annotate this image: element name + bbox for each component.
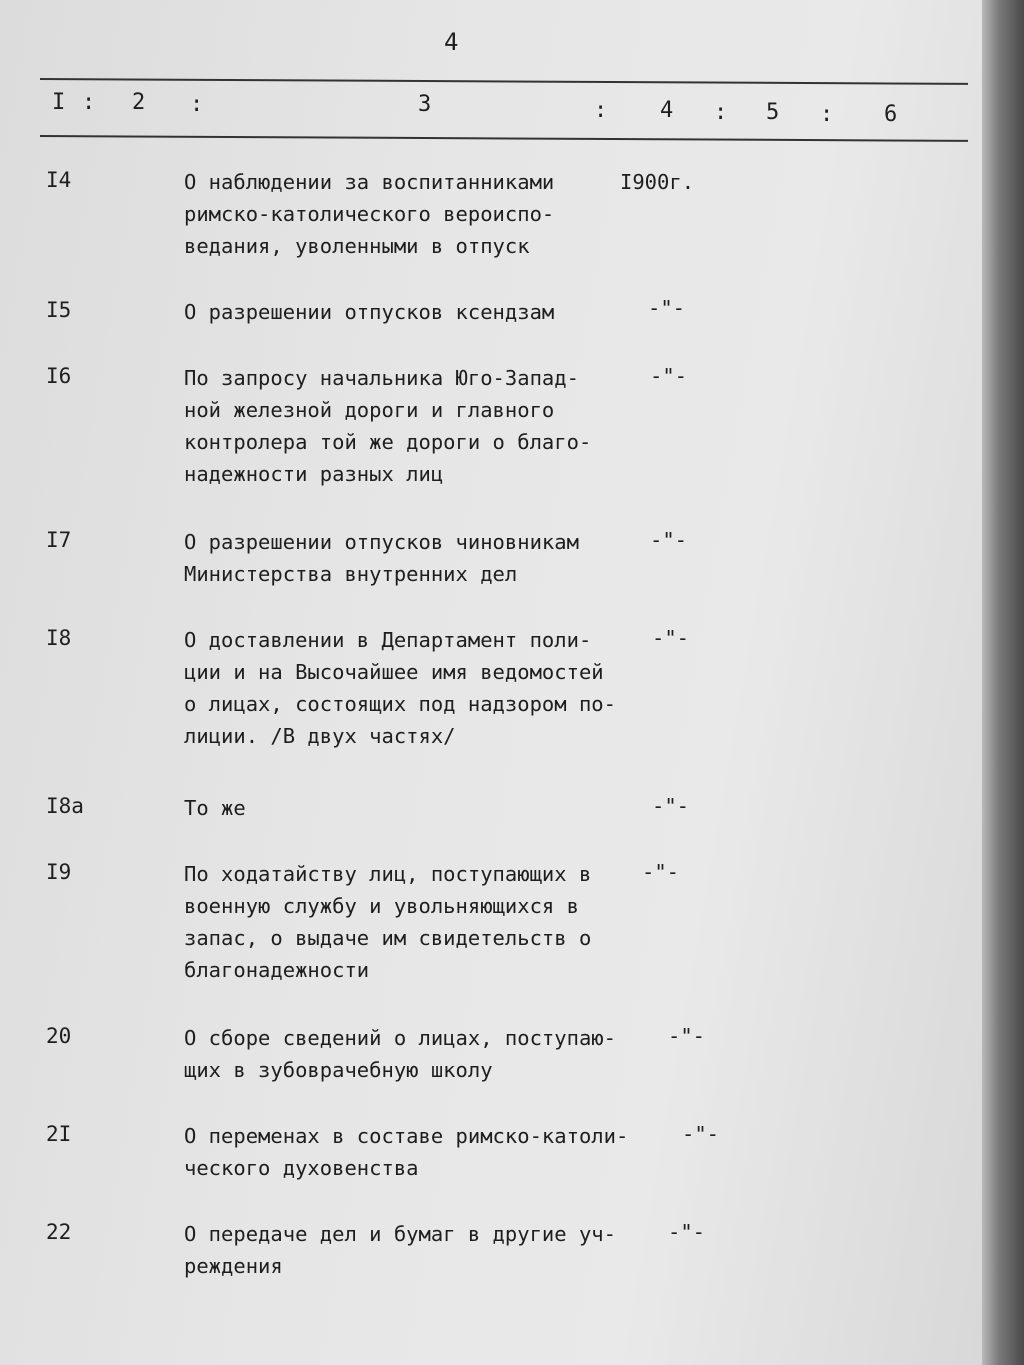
row-number: I6 [46,364,72,388]
row-description: По запросу начальника Юго-Запад- ной железной дороги и главного контролера той же дороги о благо- надежности разных лиц [184,366,592,486]
row-number: I4 [46,168,72,192]
row-date: -"- [642,860,680,884]
row-date: -"- [682,1122,720,1146]
header-col-6: 6 [884,102,898,127]
header-separator: : [820,102,834,127]
row-description: О сборе сведений о лицах, поступаю- щих в зубоврачебную школу [184,1026,616,1082]
row-date: -"- [650,364,688,388]
header-col-4: 4 [660,98,674,123]
row-date: -"- [668,1220,706,1244]
row-date: I900г. [620,170,695,194]
page-edge-shadow [982,0,1024,1365]
row-number: I8 [46,626,72,650]
row-number: I8а [46,794,84,818]
header-col-3: 3 [418,92,432,117]
row-description: О наблюдении за воспитанниками римско-католического вероиспо- ведания, уволенными в отпуск [184,170,555,258]
row-number: 22 [46,1220,72,1244]
row-description: То же [184,796,246,820]
page-number: 4 [444,28,459,56]
row-date: -"- [668,1024,706,1048]
row-description: О передаче дел и бумаг в другие уч- реждения [184,1222,616,1278]
row-description: О доставлении в Департамент поли- ции и на Высочайшее имя ведомостей о лицах, состоящих под надзором по- лиции. /В двух частях/ [184,628,616,748]
header-col-2: 2 [132,90,146,115]
row-description: По ходатайству лиц, поступающих в военную службу и увольняющихся в запас, о выдаче им свидетельств о благонадежности [184,862,592,982]
header-separator: : [190,92,204,117]
row-number: 2I [46,1122,72,1146]
row-date: -"- [650,528,688,552]
header-bottom-rule [40,135,968,142]
header-separator: : [594,98,608,123]
row-description: О разрешении отпусков чиновникам Министерства внутренних дел [184,530,579,586]
row-date: -"- [648,296,686,320]
row-description: О переменах в составе римско-католи- ческого духовенства [184,1124,629,1180]
row-description: О разрешении отпусков ксендзам [184,300,555,324]
header-separator: : [82,90,96,115]
header-col-1: I [52,90,66,115]
row-date: -"- [652,626,690,650]
row-number: I7 [46,528,72,552]
row-date: -"- [652,794,690,818]
header-col-5: 5 [766,100,780,125]
header-separator: : [714,100,728,125]
row-number: I9 [46,860,72,884]
row-number: 20 [46,1024,72,1048]
row-number: I5 [46,298,72,322]
header-top-rule [40,78,968,85]
